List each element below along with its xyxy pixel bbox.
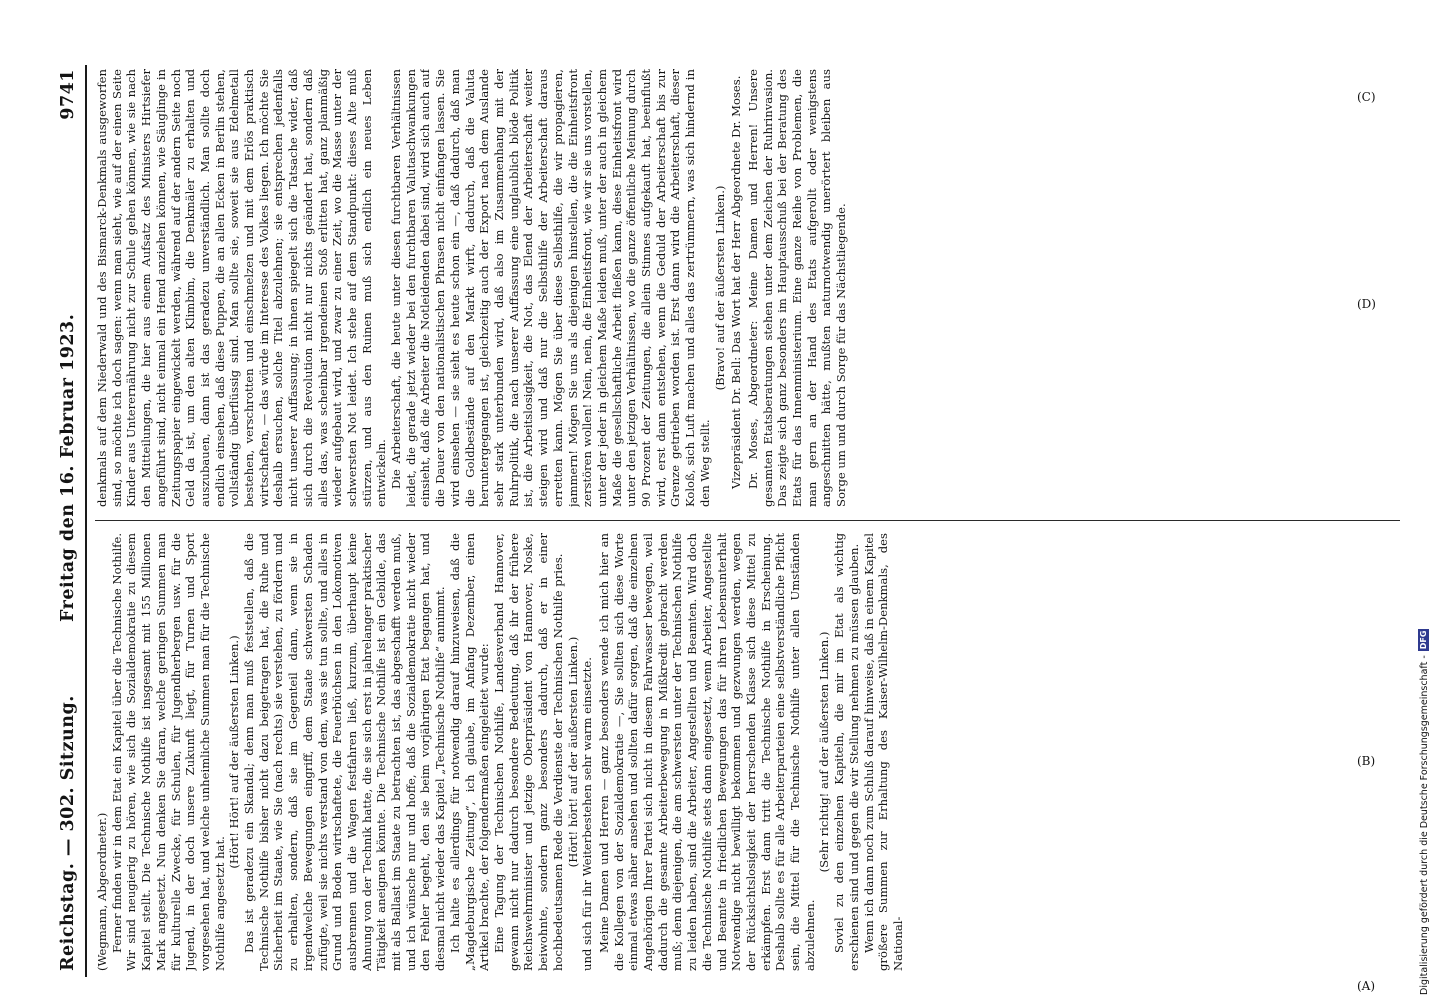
paragraph: Das ist geradezu ein Skandal; denn man muß feststellen, daß die Technische Nothilfe bisher nicht dazu beigetragen hat, die Ruhe und Sicherheit im Staate, wie Sie (nach rechts) sie verstehen, zu fördern und zu erhalten, sondern, daß sie im Gegenteil dann, wenn sie in irgendwelche Bewegungen eingriff, dem Staate schwersten Schaden zufügte, weil sie nichts verstand von dem, was sie tun sollte, und alles in Grund und Boden wirtschaftete, die Feuerbüchsen in den Lokomotiven ausbrennen und die Wagen festfahren ließ, kurzum, überhaupt keine Ahnung von der Technik hatte, die sie sich erst in jahrelanger praktischer Tätigkeit aneignen könnte. Die Technische Nothilfe ist ein Gebilde, das mit als Ballast im Staate zu betrachten ist, das abgeschafft werden muß, und ich wünsche nur und hoffe, daß die Sozialdemokratie nicht wieder den Fehler begeht, den sie beim vorjährigen Etat begangen hat, und diesmal nicht wieder das Kapitel „Technische Nothilfe“ annimmt.	[242, 533, 448, 971]
margin-mark-a: (A)	[1357, 979, 1376, 993]
margin-mark-d: (D)	[1357, 297, 1376, 311]
paragraph: Soviel zu den einzelnen Kapiteln, die mir im Etat als wichtig erschienen sind und gegen die wir Stellung nehmen zu müssen glauben.	[832, 533, 861, 971]
speaker-continuation: (Wegmann, Abgeordneter.)	[95, 812, 109, 971]
digitization-credit-text: Digitalisierung gefördert durch die Deutsche Forschungsgemeinschaft -	[1419, 655, 1430, 995]
paragraph: Wenn ich dann noch zum Schluß darauf hinweise, daß in einem Kapitel größere Summen zur Erhaltung des Kaiser-Wilhelm-Denkmals, des National-	[861, 533, 905, 971]
interjection: (Bravo! auf der äußersten Linken.)	[712, 185, 727, 391]
interjection: (Hört! Hört! auf der äußersten Linken.)	[227, 635, 242, 869]
paragraph: Die Arbeiterschaft, die heute unter diesen furchtbaren Verhältnissen leidet, die gerade jetzt wieder bei den furchtbaren Valutaschwankungen einsieht, daß die Arbeiter die Notleidenden dabei sind, wird sich auch auf die Dauer von den nationalistischen Phrasen nicht einfangen lassen. Sie wird einsehen — sie sieht es heute schon ein —, daß dadurch, daß man die Goldbestände auf den Markt wirft, dadurch, daß die Valuta heruntergegangen ist, gleichzeitig auch der Export nach dem Auslande sehr stark unterbunden wird, daß also im Zusammenhang mit der Ruhrpolitik, die nach unserer Auffassung eine unglaublich blöde Politik ist, die Arbeitslosigkeit, die Not, das Elend der Arbeiterschaft weiter steigen wird und daß nur die Selbsthilfe der Arbeiterschaft daraus erretten kann. Mögen Sie über diese Selbsthilfe, die wir propagieren, jammern! Mögen Sie uns als diejenigen hinstellen, die die Einheitsfront zerstören wollen! Nein, nein, die Einheitsfront, wie wir sie uns vorstellen, unter der jeder in gleichem Maße leiden muß, unter der auch in gleichem Maße die gesellschaftliche Arbeit fließen kann, diese Einheitsfront wird unter den jetzigen Verhältnissen, wo die ganze öffentliche Meinung durch 90 Prozent der Zeitungen, die allein Stinnes aufgekauft hat, beeinflußt wird, erst dann entstehen, wenn die Geduld der Arbeiterschaft bis zur Grenze getrieben worden ist. Erst dann wird die Arbeiterschaft, dieser Koloß, sich Luft machen und alles das zertrümmern, was sich hindernd in den Weg stellt.	[389, 69, 712, 507]
page-number: 9741	[58, 69, 78, 120]
right-column	[95, 69, 1400, 507]
margin-mark-b: (B)	[1357, 754, 1376, 768]
paragraph: und sich für ihr Weiterbestehen sehr warm einsetzte.	[580, 657, 595, 971]
digitization-credit	[1418, 0, 1432, 995]
interjection: (Hört! hört! auf der äußersten Linken.)	[565, 636, 580, 868]
left-column	[95, 533, 1400, 971]
running-head-left: Reichstag. — 302. Sitzung.	[58, 695, 78, 971]
quotation: Eine Tagung der Technischen Nothilfe, Landesverband Hannover, gewann nicht nur dadurch besondere Bedeutung, daß ihr der frühere Reichswehrminister und jetzige Oberpräsident von Hannover, Noske, beiwohnte, sondern ganz besonders dadurch, daß er in einer hochbedeutsamen Rede die Verdienste der Technischen Nothilfe pries.	[491, 533, 565, 971]
paragraph: Meine Damen und Herren — ganz besonders wende ich mich hier an die Kollegen von der Sozialdemokratie —, Sie sollten sich diese Worte einmal etwas näher ansehen und sollten dafür sorgen, daß die einzelnen Angehörigen Ihrer Partei sich nicht in diesem Fahrwasser bewegen, weil dadurch die gesamte Arbeiterbewegung in Mißkredit gebracht werden muß; denn diejenigen, die am schwersten unter der Technischen Nothilfe zu leiden haben, sind die Arbeiter, Angestellten und Beamten. Wird doch die Technische Nothilfe stets dann eingesetzt, wenn Arbeiter, Angestellte und Beamte in friedlichen Bewegungen das für ihren Lebensunterhalt Notwendige nicht bewilligt bekommen und gezwungen werden, wegen der Rücksichtslosigkeit der herrschenden Klasse sich diese Mittel zu erkämpfen. Erst dann tritt die Technische Nothilfe in Erscheinung. Deshalb sollte es für alle Arbeiterparteien eine selbstverständliche Pflicht sein, die Mittel für die Technische Nothilfe unter allen Umständen abzulehnen.	[596, 533, 817, 971]
paragraph: Dr. Moses, Abgeordneter: Meine Damen und Herren! Unsere gesamten Etatsberatungen stehen unter dem Zeichen der Ruhrinvasion. Das zeigte sich ganz besonders im Hauptausschuß bei der Beratung des Etats für das Innenministerium. Eine ganze Reihe von Problemen, die man gern an der Hand des Etats aufgerollt oder wenigstens angeschnitten hätte, mußten naturnotwendig unerörtert bleiben aus Sorge um und durch Sorge für das Nächstliegende.	[745, 69, 849, 507]
margin-mark-c: (C)	[1357, 90, 1376, 104]
running-head	[55, 65, 87, 977]
dfg-logo: DFG	[1419, 630, 1428, 650]
chair-announcement: Vizepräsident Dr. Bell: Das Wort hat der Herr Abgeordnete Dr. Moses.	[729, 75, 744, 489]
column-divider	[95, 520, 1400, 521]
paragraph: Ferner finden wir in dem Etat ein Kapitel über die Technische Nothilfe. Wir sind neugierig zu hören, wie sich die Sozialdemokratie zu diesem Kapitel stellt. Die Technische Nothilfe ist insgesamt mit 155 Millionen Mark angesetzt. Nun denken Sie daran, welche geringen Summen man für kulturelle Zwecke, für Schulen, für Jugendherbergen usw. für die Jugend, in der doch unsere Zukunft liegt, für Turnen und Sport vorgesehen hat, und welche unheimliche Summen man für die Technische Nothilfe angesetzt hat.	[109, 533, 227, 971]
paragraph: Ich halte es allerdings für notwendig darauf hinzuweisen, daß die „Magdeburgische Zeitung“, ich glaube, im Anfang Dezember, einen Artikel brachte, der folgendermaßen eingeleitet wurde:	[447, 533, 492, 971]
rotated-scan-page	[55, 65, 1405, 993]
interjection: (Sehr richtig! auf der äußersten Linken.)	[817, 631, 832, 873]
paragraph: denkmals auf dem Niederwald und des Bismarck-Denkmals ausgeworfen sind, so möchte ich doch sagen: wenn man sieht, wie auf der einen Seite Kinder aus Unterernährung nicht zur Schule gehen können, wie sie nach den Mitteilungen, die hier aus einem Aufsatz des Ministers Hirtsiefer angeführt sind, nicht einmal ein Hemd anziehen können, wie Säuglinge in Zeitungspapier eingewickelt werden, während auf der andern Seite noch Geld da ist, um den alten Klimbim, die Denkmäler zu erhalten und auszubauen, dann ist das geradezu unverständlich. Man sollte doch endlich einsehen, daß diese Puppen, die an allen Ecken in Berlin stehen, vollständig überflüssig sind. Man sollte sie, soweit sie aus Edelmetall bestehen, verschrotten und einschmelzen und mit dem Erlös praktisch wirtschaften, — das würde im Interesse des Volkes liegen. Ich möchte Sie deshalb ersuchen, solche Titel abzulehnen; sie entsprechen jedenfalls nicht unserer Auffassung; in ihnen spiegelt sich die Tatsache wider, daß sich durch die Revolution nicht nur nichts geändert hat, sondern daß alles das, was scheinbar irgendeinen Stoß erlitten hat, ganz planmäßig wieder aufgebaut wird, und zwar zu einer Zeit, wo die Masse unter der schwersten Not leidet. Ich stehe auf dem Standpunkt: dieses Alte muß stürzen, und aus den Ruinen muß sich endlich ein neues Leben entwickeln.	[95, 69, 389, 507]
running-head-date: Freitag den 16. Februar 1923.	[58, 313, 78, 622]
